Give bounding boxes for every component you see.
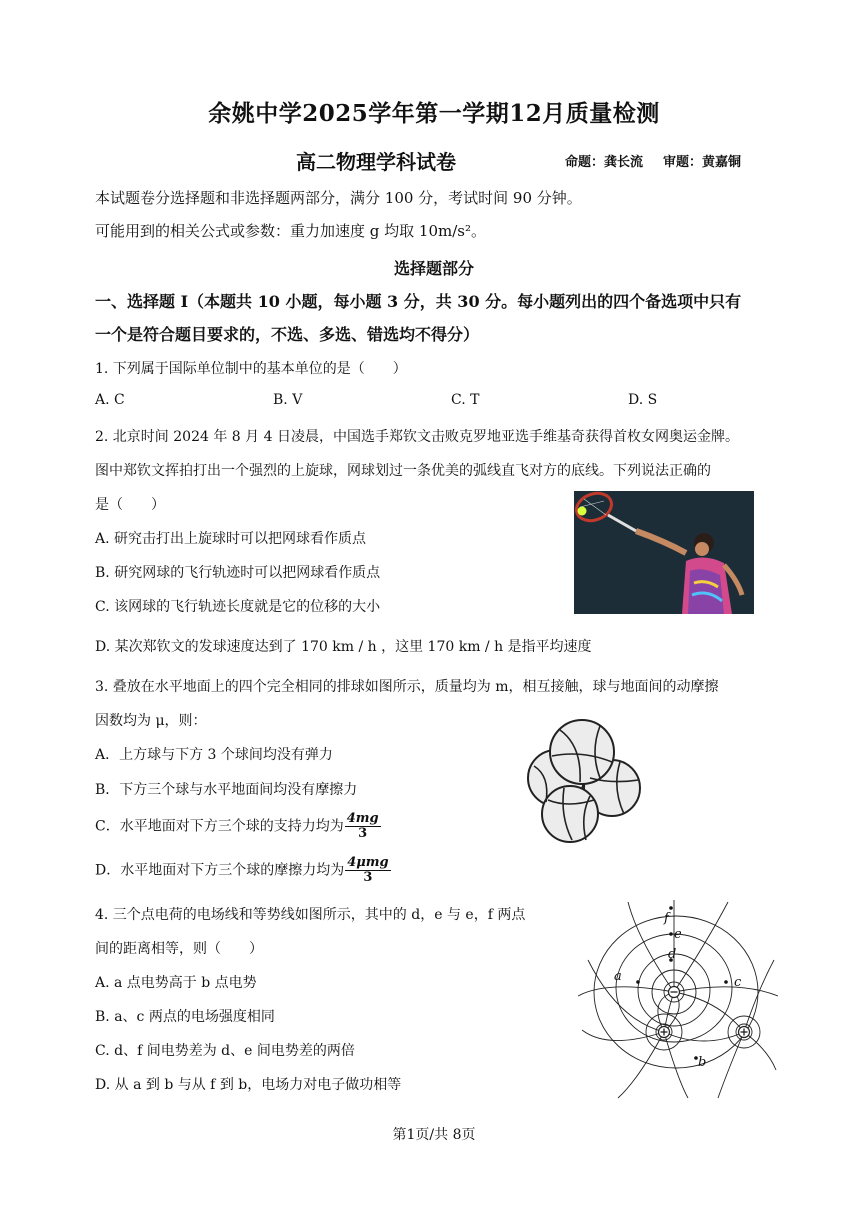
q4-stem-line-2: 间的距离相等，则（ ） [95,941,263,957]
q2-stem-line-1: 2. 北京时间 2024 年 8 月 4 日凌晨，中国选手郑钦文击败克罗地亚选手维基奇获得首枚女网奥运金牌。 [95,429,739,445]
label-b: b [698,1055,707,1070]
label-c: c [734,975,742,990]
q2-option-d: D. 某次郑钦文的发球速度达到了 170 km / h ，这里 170 km / h 是指平均速度 [95,639,592,655]
q3-option-b: B．下方三个球与水平地面间均没有摩擦力 [95,782,358,798]
label-a: a [614,969,622,984]
q3-stem-line-2: 因数均为 μ，则： [95,713,207,729]
q3-option-c-text: C．水平地面对下方三个球的支持力均为 [95,818,344,835]
ball-front [542,786,598,842]
q1-option-a: A. C [95,392,125,408]
q3-option-d-fraction [345,856,390,885]
part1-heading-line-1: 一、选择题 I（本题共 10 小题，每小题 3 分，共 30 分。每小题列出的四个备选项中只有 [95,292,742,311]
q3-stem-line-1: 3. 叠放在水平地面上的四个完全相同的排球如图所示，质量均为 m，相互接触，球与地面间的动摩擦 [95,679,719,695]
q4-stem-line-1: 4. 三个点电荷的电场线和等势线如图所示，其中的 d，e 与 e，f 两点 [95,907,526,923]
electric-field-figure [578,900,778,1100]
q3-option-d-text: D．水平地面对下方三个球的摩擦力均为 [95,862,345,879]
q3-option-a: A．上方球与下方 3 个球间均没有弹力 [95,747,333,763]
tennis-player-photo [574,491,754,614]
q4-option-a: A. a 点电势高于 b 点电势 [95,975,257,991]
q2-stem-line-2: 图中郑钦文挥拍打出一个强烈的上旋球，网球划过一条优美的弧线直飞对方的底线。下列说法正确的 [95,463,711,479]
author-review: 审题：黄嘉铜 [663,155,742,170]
tennis-photo-illustration [574,491,754,614]
q4-option-d: D. 从 a 到 b 与从 f 到 b，电场力对电子做功相等 [95,1077,402,1093]
q2-option-c: C. 该网球的飞行轨迹长度就是它的位移的大小 [95,599,381,615]
label-f: f [664,911,669,926]
intro-line-1: 本试题卷分选择题和非选择题两部分，满分 100 分，考试时间 90 分钟。 [95,189,582,207]
q1-option-c: C. T [451,392,480,408]
exam-title: 余姚中学2025学年第一学期12月质量检测 [208,100,660,127]
exam-subtitle: 高二物理学科试卷 [296,150,456,174]
label-d: d [668,947,677,962]
part1-heading-line-2: 一个是符合题目要求的，不选、多选、错选均不得分） [95,325,480,344]
q3-option-d [95,856,391,885]
author-compose: 命题：龚长流 [565,155,644,170]
q3-option-c-denominator: 3 [358,826,368,841]
q4-option-b: B. a、c 两点的电场强度相同 [95,1009,275,1025]
ball-top [550,720,614,784]
q2-option-a: A. 研究击打出上旋球时可以把网球看作质点 [95,531,367,547]
q3-option-c-fraction [345,812,381,841]
page-footer: 第1页/共 8页 [392,1127,476,1143]
q3-option-d-numerator: 4μmg [347,855,389,870]
q3-option-d-denominator: 3 [363,870,373,885]
q3-option-c [95,812,381,841]
section-heading: 选择题部分 [393,259,474,278]
q1-option-d: D. S [628,392,658,408]
q2-option-b: B. 研究网球的飞行轨迹时可以把网球看作质点 [95,565,381,581]
q2-stem-line-3: 是（ ） [95,497,165,513]
q4-option-c: C. d、f 间电势差为 d、e 间电势差的两倍 [95,1043,355,1059]
label-e: e [674,927,682,942]
authors [565,151,761,170]
q3-option-c-numerator: 4mg [346,811,379,826]
q1-option-b: B. V [273,392,303,408]
intro-line-2: 可能用到的相关公式或参数：重力加速度 g 均取 10m/s²。 [95,222,486,240]
q1-stem: 1. 下列属于国际单位制中的基本单位的是（ ） [95,361,407,377]
stacked-volleyballs-figure [520,716,650,844]
